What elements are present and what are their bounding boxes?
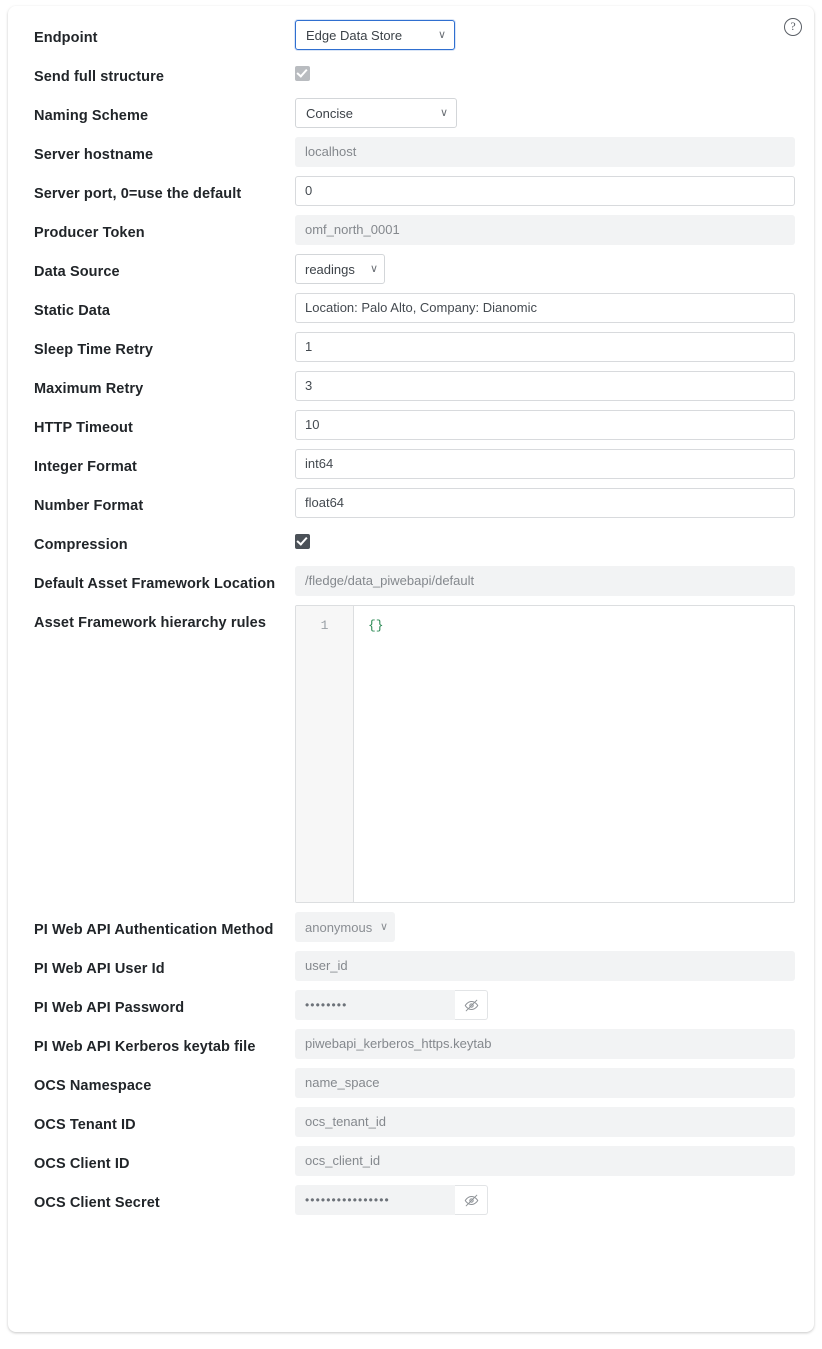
asset-framework-hierarchy-rules-editor[interactable] — [295, 605, 795, 903]
server-hostname-input: localhost — [295, 137, 795, 167]
endpoint-selected-value: Edge Data Store — [306, 27, 403, 43]
form-row-http-timeout — [20, 410, 802, 440]
field-control-pi-web-api-user-id — [295, 951, 802, 981]
pi-web-api-user-id-input: user_id — [295, 951, 795, 981]
form-row-ocs-client-secret — [20, 1185, 802, 1215]
field-control-naming-scheme — [295, 98, 802, 128]
field-control-static-data — [295, 293, 802, 323]
field-control-ocs-tenant-id — [295, 1107, 802, 1137]
form-row-pi-web-api-password — [20, 990, 802, 1020]
field-label-integer-format: Integer Format — [34, 459, 137, 475]
field-label-ocs-namespace: OCS Namespace — [34, 1078, 152, 1094]
field-label-asset-framework-hierarchy-rules: Asset Framework hierarchy rules — [34, 615, 266, 631]
field-label-static-data: Static Data — [34, 303, 111, 319]
endpoint-select[interactable] — [295, 20, 455, 50]
form-row-pi-web-api-kerberos-keytab-file — [20, 1029, 802, 1059]
north-plugin-config-card — [8, 6, 814, 1332]
form-row-asset-framework-hierarchy-rules — [20, 605, 802, 903]
eye-off-icon[interactable] — [455, 990, 488, 1020]
field-control-default-asset-framework-location — [295, 566, 802, 596]
field-control-endpoint — [295, 20, 802, 50]
field-label-http-timeout: HTTP Timeout — [34, 420, 133, 436]
field-control-number-format — [295, 488, 802, 518]
form-row-server-port — [20, 176, 802, 206]
form-row-ocs-tenant-id — [20, 1107, 802, 1137]
field-label-send-full-structure: Send full structure — [34, 69, 164, 85]
form-row-maximum-retry — [20, 371, 802, 401]
field-control-pi-web-api-password — [295, 990, 802, 1020]
producer-token-input: omf_north_0001 — [295, 215, 795, 245]
number-format-input[interactable]: float64 — [295, 488, 795, 518]
pi-web-api-kerberos-keytab-file-input: piwebapi_kerberos_https.keytab — [295, 1029, 795, 1059]
field-label-producer-token: Producer Token — [34, 225, 145, 241]
default-asset-framework-location-input: /fledge/data_piwebapi/default — [295, 566, 795, 596]
field-label-sleep-time-retry: Sleep Time Retry — [34, 342, 153, 358]
pi-web-api-authentication-method-selected-value: anonymous — [305, 919, 373, 935]
field-label-pi-web-api-kerberos-keytab-file: PI Web API Kerberos keytab file — [34, 1039, 256, 1055]
form-row-number-format — [20, 488, 802, 518]
http-timeout-input[interactable]: 10 — [295, 410, 795, 440]
field-control-integer-format — [295, 449, 802, 479]
form-row-pi-web-api-user-id — [20, 951, 802, 981]
field-control-compression — [295, 527, 802, 549]
field-control-sleep-time-retry — [295, 332, 802, 362]
field-control-send-full-structure — [295, 59, 802, 81]
field-control-ocs-client-id — [295, 1146, 802, 1176]
field-label-ocs-client-secret: OCS Client Secret — [34, 1195, 160, 1211]
form-row-send-full-structure — [20, 59, 802, 89]
field-label-compression: Compression — [34, 537, 128, 553]
field-label-number-format: Number Format — [34, 498, 144, 514]
field-label-pi-web-api-password: PI Web API Password — [34, 1000, 185, 1016]
form-row-producer-token — [20, 215, 802, 245]
chevron-down-icon: ∨ — [369, 262, 378, 275]
static-data-input[interactable]: Location: Palo Alto, Company: Dianomic — [295, 293, 795, 323]
form-row-pi-web-api-authentication-method — [20, 912, 802, 942]
field-label-ocs-tenant-id: OCS Tenant ID — [34, 1117, 136, 1133]
ocs-tenant-id-input: ocs_tenant_id — [295, 1107, 795, 1137]
form-row-sleep-time-retry — [20, 332, 802, 362]
config-form — [20, 20, 802, 1215]
field-label-server-port: Server port, 0=use the default — [34, 186, 242, 202]
field-control-http-timeout — [295, 410, 802, 440]
naming-scheme-select[interactable] — [295, 98, 457, 128]
server-port-input[interactable]: 0 — [295, 176, 795, 206]
data-source-selected-value: readings — [305, 261, 355, 277]
chevron-down-icon: ∨ — [437, 28, 446, 41]
field-control-server-port — [295, 176, 802, 206]
ocs-client-secret-input[interactable]: •••••••••••••••• — [295, 1185, 455, 1215]
field-label-pi-web-api-user-id: PI Web API User Id — [34, 961, 165, 977]
form-row-ocs-namespace — [20, 1068, 802, 1098]
compression-checkbox[interactable] — [295, 534, 310, 549]
editor-code-content[interactable]: {} — [368, 618, 384, 633]
field-label-ocs-client-id: OCS Client ID — [34, 1156, 130, 1172]
field-label-endpoint: Endpoint — [34, 30, 98, 46]
field-label-server-hostname: Server hostname — [34, 147, 154, 163]
field-control-maximum-retry — [295, 371, 802, 401]
form-row-compression — [20, 527, 802, 557]
help-icon[interactable]: ? — [784, 18, 802, 36]
field-control-ocs-client-secret — [295, 1185, 802, 1215]
form-row-server-hostname — [20, 137, 802, 167]
form-row-static-data — [20, 293, 802, 323]
naming-scheme-selected-value: Concise — [306, 105, 353, 121]
form-row-default-asset-framework-location — [20, 566, 802, 596]
pi-web-api-password-input[interactable]: •••••••• — [295, 990, 455, 1020]
ocs-client-secret-group — [295, 1185, 802, 1215]
field-label-default-asset-framework-location: Default Asset Framework Location — [34, 576, 276, 592]
form-row-endpoint — [20, 20, 802, 50]
form-row-naming-scheme — [20, 98, 802, 128]
form-row-data-source — [20, 254, 802, 284]
field-control-ocs-namespace — [295, 1068, 802, 1098]
field-label-pi-web-api-authentication-method: PI Web API Authentication Method — [34, 922, 274, 938]
data-source-select[interactable] — [295, 254, 385, 284]
form-row-integer-format — [20, 449, 802, 479]
form-row-ocs-client-id — [20, 1146, 802, 1176]
field-label-maximum-retry: Maximum Retry — [34, 381, 144, 397]
send-full-structure-checkbox — [295, 66, 310, 81]
sleep-time-retry-input[interactable]: 1 — [295, 332, 795, 362]
chevron-down-icon: ∨ — [439, 106, 448, 119]
field-control-asset-framework-hierarchy-rules — [295, 605, 802, 903]
integer-format-input[interactable]: int64 — [295, 449, 795, 479]
field-label-data-source: Data Source — [34, 264, 120, 280]
field-control-data-source — [295, 254, 802, 284]
field-control-pi-web-api-kerberos-keytab-file — [295, 1029, 802, 1059]
field-label-naming-scheme: Naming Scheme — [34, 108, 149, 124]
field-control-producer-token — [295, 215, 802, 245]
field-control-server-hostname — [295, 137, 802, 167]
field-control-pi-web-api-authentication-method — [295, 912, 802, 942]
chevron-down-icon: ∨ — [379, 920, 388, 933]
pi-web-api-password-group — [295, 990, 802, 1020]
eye-off-icon[interactable] — [455, 1185, 488, 1215]
editor-line-number: 1 — [296, 606, 354, 902]
pi-web-api-authentication-method-select — [295, 912, 395, 942]
maximum-retry-input[interactable]: 3 — [295, 371, 795, 401]
ocs-namespace-input: name_space — [295, 1068, 795, 1098]
ocs-client-id-input: ocs_client_id — [295, 1146, 795, 1176]
